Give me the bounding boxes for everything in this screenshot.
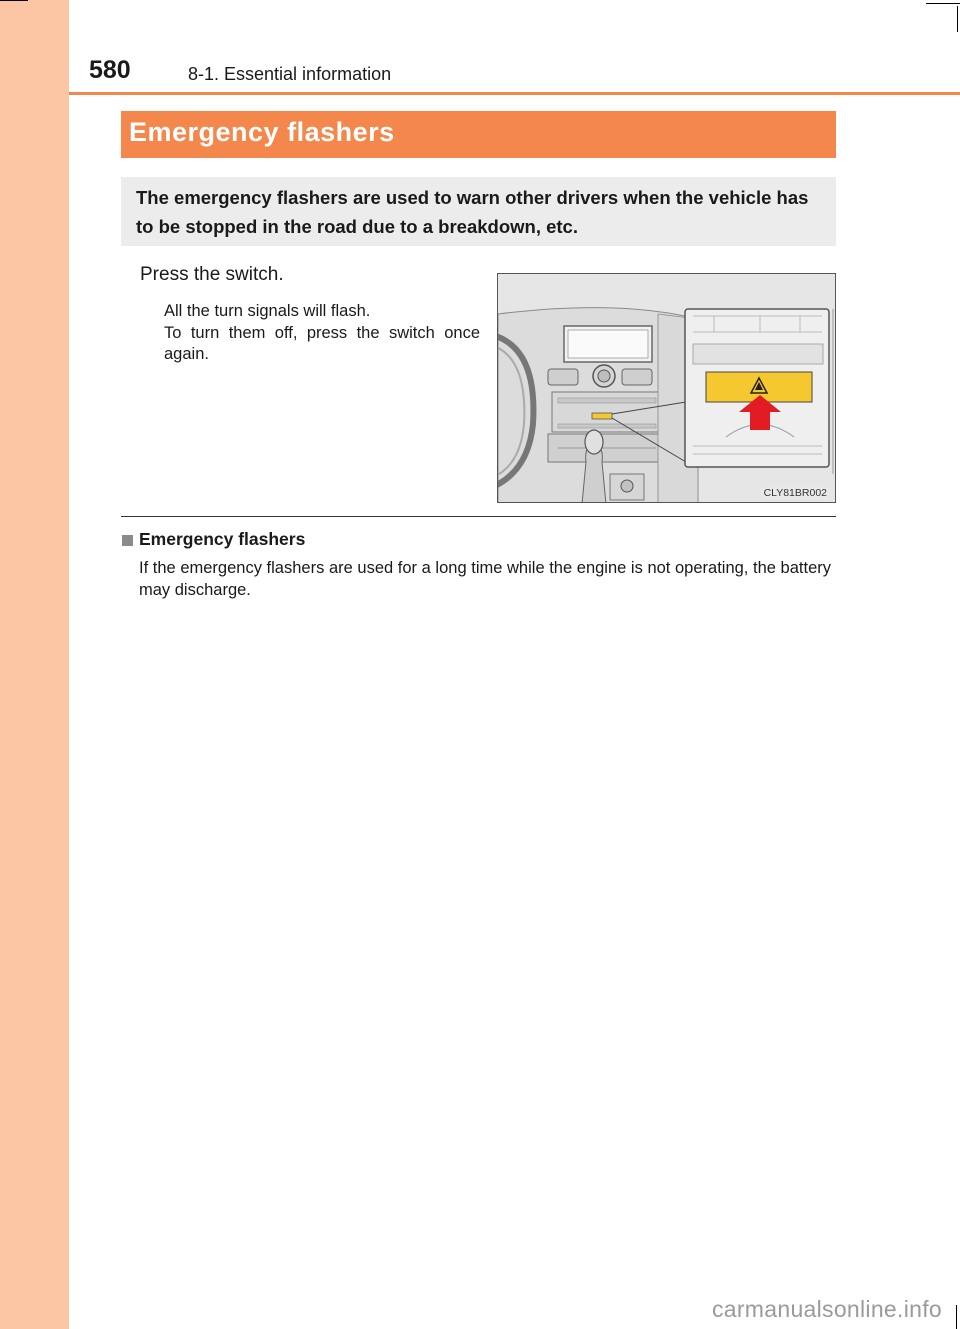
crop-mark-top-right-h [926,3,960,4]
watermark: carmanualsonline.info [711,1296,942,1322]
step-detail-line1: All the turn signals will flash. [164,302,371,320]
step-detail-line2: To turn them off, press the switch once again. [164,323,480,363]
dashboard-illustration [497,273,836,503]
figure-code: CLY81BR002 [763,487,827,499]
section-title-bar [121,111,836,158]
section-label: 8-1. Essential information [188,64,392,84]
note-body: If the emergency flashers are used for a long time while the engine is not operating, the battery may discharge. [139,559,831,599]
side-tab [0,0,69,1329]
crop-mark-bottom-right [956,1305,957,1329]
intro-text: The emergency flashers are used to warn other drivers when the vehicle has to be stopped in the road due to a breakdown, etc. [136,187,809,237]
page-number: 580 [89,56,131,84]
section-title: Emergency flashers [129,117,395,147]
step-detail [164,301,480,366]
intro-box [121,177,836,246]
crop-mark-top-right-v [957,6,958,32]
step-instruction: Press the switch. [140,264,284,285]
section-divider [121,516,836,517]
note-heading: Emergency flashers [139,529,306,549]
header-rule [69,92,960,95]
crop-mark-top-left [0,0,28,1]
dashboard-drawing [498,274,836,503]
note-bullet-square [122,535,133,546]
